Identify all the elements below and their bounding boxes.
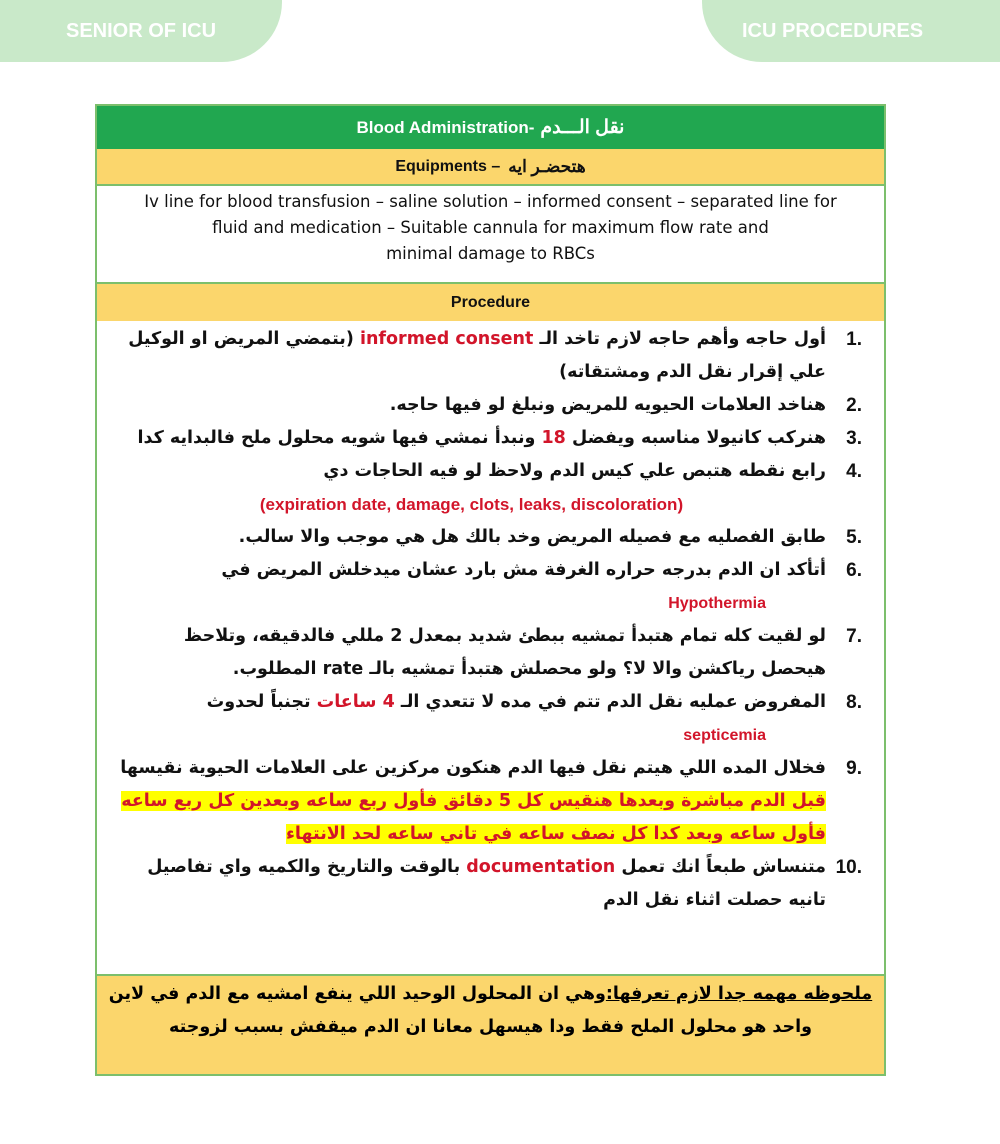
note-text: وهي ان المحلول الوحيد اللي ينفع امشيه مع الدم في لاين واحد هو محلول الملح فقط ودا هيسهل معانا ان الدم ميقفش بسبب لزوجته — [108, 984, 813, 1037]
step-text: هنركب كانيولا مناسبه ويفضل — [571, 428, 826, 448]
step-text: بالوقت والتاريخ والكميه واي تفاصيل تانيه حصلت اثناء نقل الدم — [147, 857, 826, 910]
step-text: أتأكد ان الدم بدرجه حراره الغرفة مش بارد عشان ميدخلش المريض في — [221, 560, 826, 580]
step-number: 5. — [846, 527, 862, 548]
step-8 — [97, 686, 884, 752]
equipment-header — [97, 149, 884, 184]
step-number: 10. — [835, 857, 862, 878]
header-tab-left — [0, 0, 282, 62]
step-6 — [97, 554, 884, 620]
note-heading: ملحوظه مهمه جدا لازم تعرفها: — [605, 984, 873, 1004]
step-number: 2. — [846, 395, 862, 416]
step-text: أول حاجه وأهم حاجه لازم تاخد الـ — [539, 329, 826, 349]
step-text: (بتمضي المريض او الوكيل علي إقرار نقل الدم ومشتقاته) — [128, 329, 826, 382]
equipment-line: fluid and medication – Suitable cannula for maximum flow rate and — [212, 218, 769, 237]
step-10 — [97, 851, 884, 917]
step-text: هناخد العلامات الحيويه للمريض ونبلغ لو فيها حاجه. — [389, 395, 826, 415]
step-3 — [97, 422, 884, 455]
step-number: 4. — [846, 461, 862, 482]
step-5 — [97, 521, 884, 554]
procedure-header-label: Procedure — [450, 293, 531, 311]
step-number: 9. — [846, 758, 862, 779]
step-text: لو لقيت كله تمام هتبدأ تمشيه ببطئ شديد بمعدل 2 مللي فالدقيقه، وتلاحظ هيحصل رياكشن والا لا؟ ولو محصلش هتبدأ تمشيه بالـ rate المطلوب. — [183, 626, 826, 679]
step-9 — [97, 752, 884, 851]
equipment-list — [97, 186, 884, 282]
step-highlight-red: 18 — [541, 428, 566, 448]
important-note — [97, 976, 884, 1074]
card-title-bar — [97, 106, 884, 149]
step-red-line: septicemia — [683, 727, 766, 744]
equipment-line: Iv line for blood transfusion – saline solution – informed consent – separated line for — [144, 192, 837, 211]
title-arabic: نقل الـــدم — [540, 117, 625, 138]
procedure-steps — [97, 323, 884, 917]
step-number: 8. — [846, 692, 862, 713]
step-7 — [97, 620, 884, 686]
step-text: المفروض عمليه نقل الدم تتم في مده لا تتعدي الـ — [400, 692, 826, 712]
step-number: 3. — [846, 428, 862, 449]
procedure-header — [97, 284, 884, 321]
title-english: Blood Administration- — [356, 117, 535, 137]
step-highlight-red: 4 ساعات — [316, 692, 395, 712]
step-text: ونبدأ نمشي فيها شويه محلول ملح فالبدايه كدا — [137, 428, 536, 448]
equipment-header-english: Equipments – — [395, 157, 501, 175]
step-highlight-yellow: قبل الدم مباشرة وبعدها هنقيس كل 5 دقائق فأول ربع ساعه وبعدين كل ربع ساعه فأول ساعه وبعد كدا كل نصف ساعه في تاني ساعه لحد الانتهاء — [121, 791, 826, 844]
header-right-label: ICU PROCEDURES — [742, 19, 924, 42]
step-text: رابع نقطه هتبص علي كيس الدم ولاحظ لو فيه الحاجات دي — [323, 461, 826, 481]
step-number: 1. — [846, 329, 862, 350]
header-left-label: SENIOR OF ICU — [66, 19, 217, 42]
step-2 — [97, 389, 884, 422]
step-text: متنساش طبعاً انك تعمل — [621, 857, 826, 877]
step-4 — [97, 455, 884, 521]
equipment-header-arabic: هتحضـر ايه — [508, 156, 586, 176]
step-1 — [97, 323, 884, 389]
step-text: فخلال المده اللي هيتم نقل فيها الدم هنكون مركزين على العلامات الحيوية نقيسها — [120, 758, 826, 778]
header-tab-right — [702, 0, 1000, 62]
step-highlight-red: documentation — [466, 857, 616, 877]
step-text: طابق الفصليه مع فصيله المريض وخد بالك هل هي موجب والا سالب. — [238, 527, 826, 547]
step-red-line: Hypothermia — [668, 595, 766, 612]
step-text: تجنباً لحدوث — [206, 692, 311, 712]
step-red-line: (expiration date, damage, clots, leaks, discoloration) — [259, 495, 684, 514]
step-number: 7. — [846, 626, 862, 647]
step-number: 6. — [846, 560, 862, 581]
procedure-card — [95, 104, 886, 1076]
step-highlight-red: informed consent — [359, 329, 534, 349]
equipment-line: minimal damage to RBCs — [386, 244, 595, 263]
